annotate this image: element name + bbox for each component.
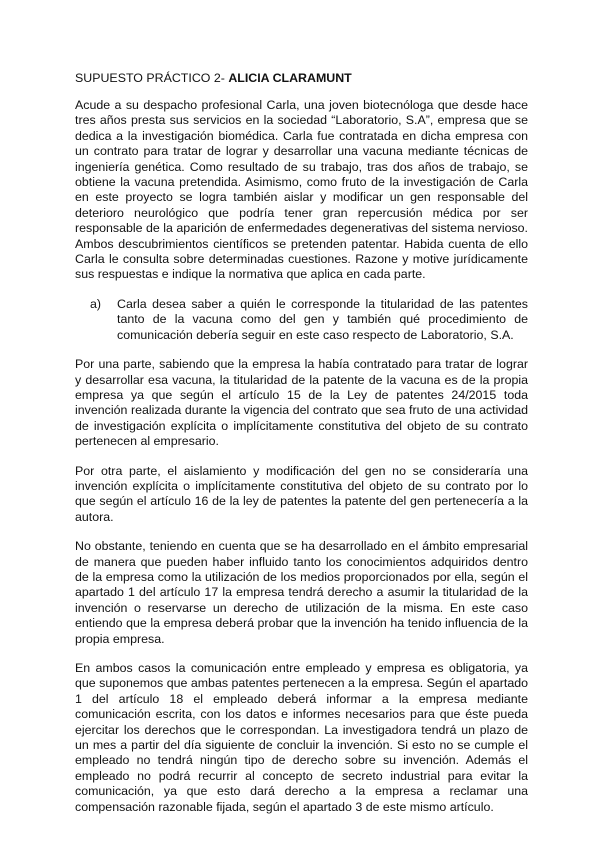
intro-paragraph: Acude a su despacho profesional Carla, una joven biotecnóloga que desde hace tres años presta sus servicios en la sociedad “Laboratorio, S.A”, empresa que se dedica a la investigación biomédica. Carla fue contratada en dicha empresa con un contrato para tratar de lograr y desarrollar una vacuna mediante técnicas de ingeniería genética. Como resultado de su trabajo, tras dos años de trabajo, se obtiene la vacuna pretendida. Asimismo, como fruto de la investigación de Carla en este proyecto se logra también aislar y modificar un gen responsable del deterioro neurológico que podría tener gran repercusión médica por ser responsable de la aparición de enfermedades degenerativas del sistema nervioso. Ambos descubrimientos científicos se pretenden patentar. Habida cuenta de ello Carla le consulta sobre determinadas cuestiones. Razone y motive jurídicamente sus respuestas e indique la normativa que aplica en cada parte. [75,98,528,282]
title-prefix: SUPUESTO PRÁCTICO 2- [75,71,229,85]
question-text: Carla desea saber a quién le corresponde la titularidad de las patentes tanto de la vacuna como del gen y también qué procedimiento de comunicación debería seguir en este caso respecto de Laboratorio, S.A. [117,296,528,342]
answer-paragraph-4: En ambos casos la comunicación entre empleado y empresa es obligatoria, ya que suponemos que ambas patentes pertenecen a la empresa. Según el apartado 1 del artículo 18 el empleado deberá informar a la empresa mediante comunicación escrita, con los datos e informes necesarios para que éste pueda ejercitar los derechos que le correspondan. La investigadora tendrá un plazo de un mes a partir del día siguiente de concluir la invención. Si esto no se cumple el empleado no tendrá ningún tipo de derecho sobre su invención. Además el empleado no podrá recurrir al concepto de secreto industrial para evitar la comunicación, ya que esto dará derecho a la empresa a reclamar una compensación razonable fijada, según el apartado 3 de este mismo artículo. [75,661,528,814]
answer-paragraph-2: Por otra parte, el aislamiento y modificación del gen no se consideraría una invención explícita o implícitamente constitutiva del objeto de su contrato por lo que según el artículo 16 de la ley de patentes la patente del gen pertenecería a la autora. [75,463,528,524]
answer-paragraph-1: Por una parte, sabiendo que la empresa la había contratado para tratar de lograr y desarrollar esa vacuna, la titularidad de la patente de la vacuna es de la propia empresa ya que según el artículo 15 de la Ley de patentes 24/2015 toda invención realizada durante la vigencia del contrato que sea fruto de una actividad de investigación explícita o implícitamente constitutiva del objeto de su contrato pertenecen al empresario. [75,357,528,449]
document-title [75,71,528,86]
question-marker: a) [90,296,102,311]
question-list-item [75,297,528,343]
answer-paragraph-3: No obstante, teniendo en cuenta que se ha desarrollado en el ámbito empresarial de manera que pueden haber influido tanto los conocimientos adquiridos dentro de la empresa como la utilización de los medios proporcionados por ella, según el apartado 1 del artículo 17 la empresa tendrá derecho a asumir la titularidad de la invención o reservarse un derecho de utilización de la misma. En este caso entiendo que la empresa deberá probar que la invención ha tenido influencia de la propia empresa. [75,539,528,646]
title-author-name: ALICIA CLARAMUNT [228,71,352,85]
